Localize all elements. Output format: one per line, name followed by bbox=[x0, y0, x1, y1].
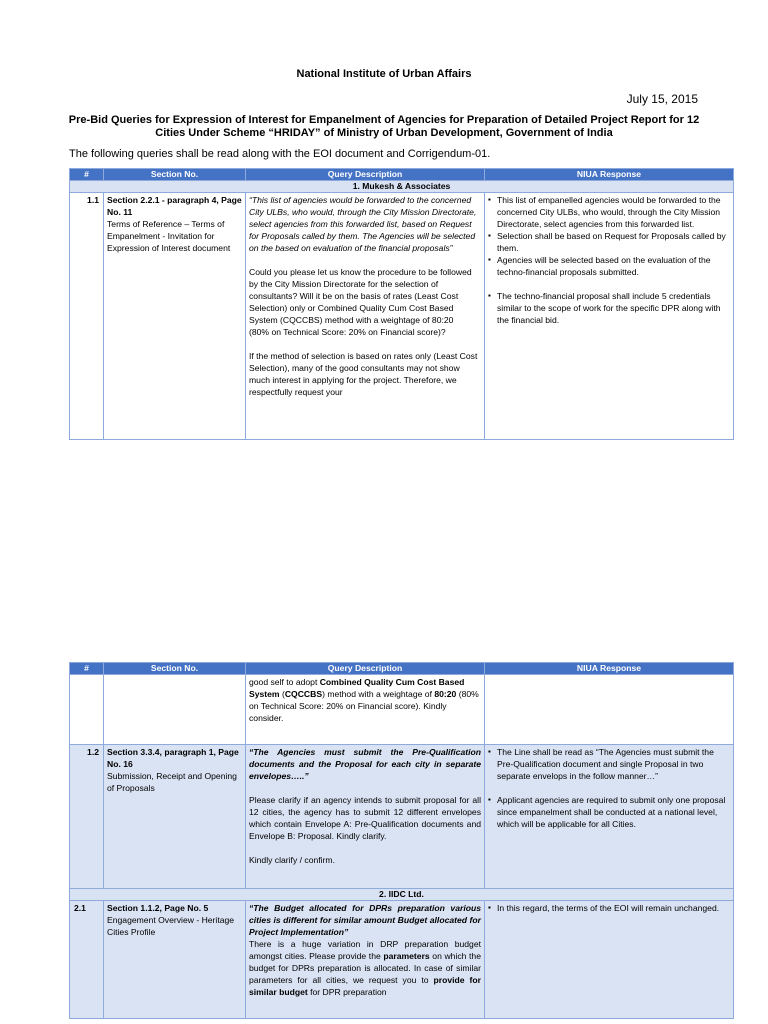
table-row bbox=[70, 675, 734, 745]
row-number: 1.2 bbox=[70, 745, 104, 889]
header-num: # bbox=[70, 663, 104, 675]
list-item: ▪ This list of empanelled agencies would be forwarded to the concerned City ULBs, who would, through the City Mission Directorate, select agencies from this forwarded list. bbox=[497, 194, 730, 230]
query-paragraph: There is a huge variation in DRP preparation budget amongst cities. Please provide the parameters on which the budget for DPRs preparation is allocated. In case of similar parameters for all cities, we request you to provide for similar budget for DPR preparation bbox=[249, 939, 481, 997]
query-quote: “This list of agencies would be forwarded to the concerned City ULBs, who would, through the City Mission Directorate, select agencies from this forwarded list, based on Request for Proposals called by them. The Agencies will be selected on the based on evaluation of the financial proposals” bbox=[249, 195, 477, 253]
response-list bbox=[488, 194, 730, 326]
header-section: Section No. bbox=[104, 663, 246, 675]
section-cell bbox=[104, 745, 246, 889]
document-date: July 15, 2015 bbox=[626, 92, 698, 106]
query-cell bbox=[246, 745, 485, 889]
section-cell bbox=[104, 901, 246, 1019]
response-list bbox=[488, 902, 730, 914]
section-ref: Section 2.2.1 - paragraph 4, Page No. 11 bbox=[107, 195, 242, 217]
intro-text: The following queries shall be read along with the EOI document and Corrigendum-01. bbox=[69, 148, 491, 160]
header-response: NIUA Response bbox=[485, 663, 734, 675]
list-item: ▪ The techno-financial proposal shall include 5 credentials similar to the scope of work for the specific DPR along with the financial bid. bbox=[497, 290, 730, 326]
section-desc: Terms of Reference – Terms of Empanelment - Invitation for Expression of Interest document bbox=[107, 219, 231, 253]
header-num: # bbox=[70, 169, 104, 181]
header-response: NIUA Response bbox=[485, 169, 734, 181]
queries-table-part-1 bbox=[69, 168, 734, 440]
list-item: ▪ Applicant agencies are required to submit only one proposal since empanelment shall be conducted at a national level, which will be applicable for all Cities. bbox=[497, 794, 730, 830]
group-label: 2. IIDC Ltd. bbox=[70, 889, 734, 901]
response-cell bbox=[485, 901, 734, 1019]
section-cell bbox=[104, 193, 246, 440]
response-cell bbox=[485, 745, 734, 889]
group-row-mukesh bbox=[70, 181, 734, 193]
document-title: National Institute of Urban Affairs bbox=[296, 68, 472, 80]
section-desc: Submission, Receipt and Opening of Proposals bbox=[107, 771, 237, 793]
table-row bbox=[70, 901, 734, 1019]
section-ref: Section 1.1.2, Page No. 5 bbox=[107, 903, 209, 913]
document-subject bbox=[60, 114, 708, 140]
query-paragraph: If the method of selection is based on rates only (Least Cost Selection), many of the good consultants may not show much interest in applying for the project. Therefore, we respectfully request your bbox=[249, 351, 478, 397]
group-label: 1. Mukesh & Associates bbox=[70, 181, 734, 193]
section-desc: Engagement Overview - Heritage Cities Profile bbox=[107, 915, 235, 937]
query-cell bbox=[246, 193, 485, 440]
query-paragraph: Please clarify if an agency intends to submit proposal for all 12 cities, the agency has to submit 12 different envelopes which contain Envelope A: Pre-Qualification documents and Envelope B: Proposal. Kindly clarify. bbox=[249, 795, 481, 841]
header-section: Section No. bbox=[104, 169, 246, 181]
list-item: ▪ Agencies will be selected based on the evaluation of the techno-financial proposals submitted. bbox=[497, 254, 730, 278]
table-row bbox=[70, 193, 734, 440]
list-item: ▪ Selection shall be based on Request for Proposals called by them. bbox=[497, 230, 730, 254]
table-header-row bbox=[70, 663, 734, 675]
header-query: Query Description bbox=[246, 169, 485, 181]
response-cell bbox=[485, 193, 734, 440]
query-paragraph: Could you please let us know the procedure to be followed by the City Mission Directorate for the selection of consultants? Will it be on the basis of rates (Least Cost Selection) only or Combined Quality Cum Cost Based System (CQCCBS) method with a weightage of 80:20 bbox=[249, 267, 472, 325]
query-paragraph: (80% on Technical Score: 20% on Financial score)? bbox=[249, 327, 446, 337]
list-item: ▪ The Line shall be read as “The Agencies must submit the Pre-Qualification document and single Proposal in two separate envelops in the follow manner…” bbox=[497, 746, 730, 782]
group-row-iidc bbox=[70, 889, 734, 901]
query-cell-continued: good self to adopt Combined Quality Cum Cost Based System (CQCCBS) method with a weightage of 80:20 (80% on Technical Score: 20% on Financial score). Kindly consider. bbox=[246, 675, 485, 745]
header-query: Query Description bbox=[246, 663, 485, 675]
query-quote: “The Agencies must submit the Pre-Qualification documents and the Proposal for each city in separate envelopes…..” bbox=[249, 747, 481, 781]
query-paragraph: Kindly clarify / confirm. bbox=[249, 855, 335, 865]
section-ref: Section 3.3.4, paragraph 1, Page No. 16 bbox=[107, 747, 239, 769]
row-number: 1.1 bbox=[70, 193, 104, 440]
query-quote: “The Budget allocated for DPRs preparation various cities is different for similar amount Budget allocated for Project Implementation” bbox=[249, 903, 481, 937]
query-cell bbox=[246, 901, 485, 1019]
list-item: ▪ In this regard, the terms of the EOI will remain unchanged. bbox=[497, 902, 730, 914]
queries-table-part-2 bbox=[69, 662, 734, 1019]
response-list bbox=[488, 746, 730, 830]
row-number: 2.1 bbox=[70, 901, 104, 1019]
subject-line-1: Pre-Bid Queries for Expression of Interest for Empanelment of Agencies for Preparation of Detailed Project Report for 12 bbox=[68, 114, 700, 126]
table-header-row bbox=[70, 169, 734, 181]
table-row bbox=[70, 745, 734, 889]
subject-line-2: Cities Under Scheme “HRIDAY” of Ministry of Urban Development, Government of India bbox=[155, 127, 613, 139]
